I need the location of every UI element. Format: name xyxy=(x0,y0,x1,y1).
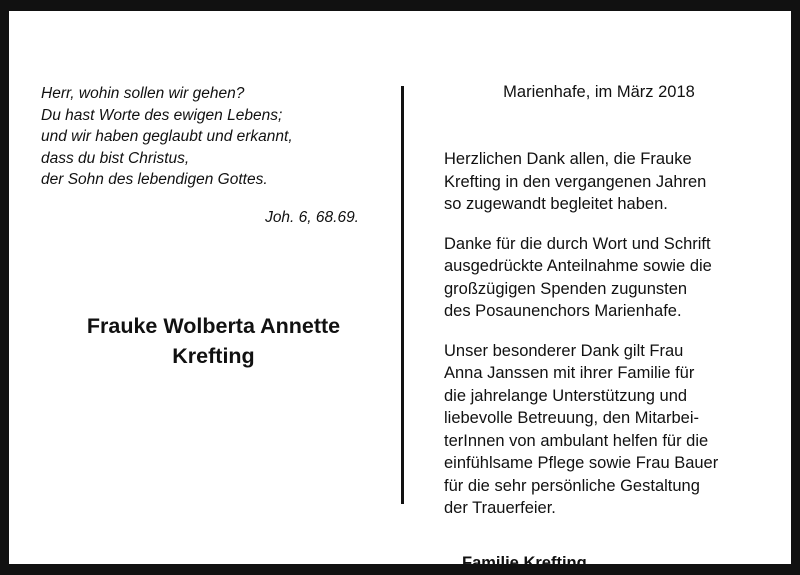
text-line: einfühlsame Pflege sowie Frau Bauer xyxy=(444,454,719,472)
deceased-name xyxy=(41,311,386,371)
deceased-name-line-2: Krefting xyxy=(172,344,255,368)
text-line: Danke für die durch Wort und Schrift xyxy=(444,234,711,253)
thanks-paragraph-1 xyxy=(444,148,754,216)
vertical-divider xyxy=(401,86,404,504)
family-signature: Familie Krefting xyxy=(462,553,587,572)
right-column xyxy=(444,83,754,573)
thanks-paragraph-3 xyxy=(444,340,754,520)
text-line: ausgedrückte Anteilnahme sowie die xyxy=(444,257,712,275)
text-line: liebevolle Betreuung, den Mitarbei- xyxy=(444,409,699,427)
text-line: so zugewandt begleitet haben. xyxy=(444,195,668,213)
text-line: großzügigen Spenden zugunsten xyxy=(444,279,688,298)
left-column xyxy=(41,83,381,227)
thanks-paragraph-2 xyxy=(444,233,754,323)
text-line: die jahrelange Unterstützung und xyxy=(444,386,688,405)
place-and-date: Marienhafe, im März 2018 xyxy=(503,83,695,101)
verse-reference: Joh. 6, 68.69. xyxy=(265,208,359,226)
text-line: der Trauerfeier. xyxy=(444,499,556,517)
bible-verse xyxy=(41,83,381,191)
text-line: für die sehr persönliche Gestaltung xyxy=(444,476,700,495)
verse-line: der Sohn des lebendigen Gottes. xyxy=(41,171,268,188)
verse-line: Du hast Worte des ewigen Lebens; xyxy=(41,106,283,124)
deceased-name-line-1: Frauke Wolberta Annette xyxy=(86,314,341,338)
text-line: Unser besonderer Dank gilt Frau xyxy=(444,341,684,360)
verse-line: Herr, wohin sollen wir gehen? xyxy=(41,85,245,102)
text-line: des Posaunenchors Marienhafe. xyxy=(444,302,682,320)
verse-line: und wir haben geglaubt und erkannt, xyxy=(41,128,293,145)
verse-line: dass du bist Christus, xyxy=(41,149,190,167)
card-inner xyxy=(9,11,791,572)
text-line: Herzlichen Dank allen, die Frauke xyxy=(444,150,692,168)
text-line: Krefting in den vergangenen Jahren xyxy=(444,172,707,191)
text-line: Anna Janssen mit ihrer Familie für xyxy=(444,364,695,382)
text-line: terInnen von ambulant helfen für die xyxy=(444,431,709,450)
